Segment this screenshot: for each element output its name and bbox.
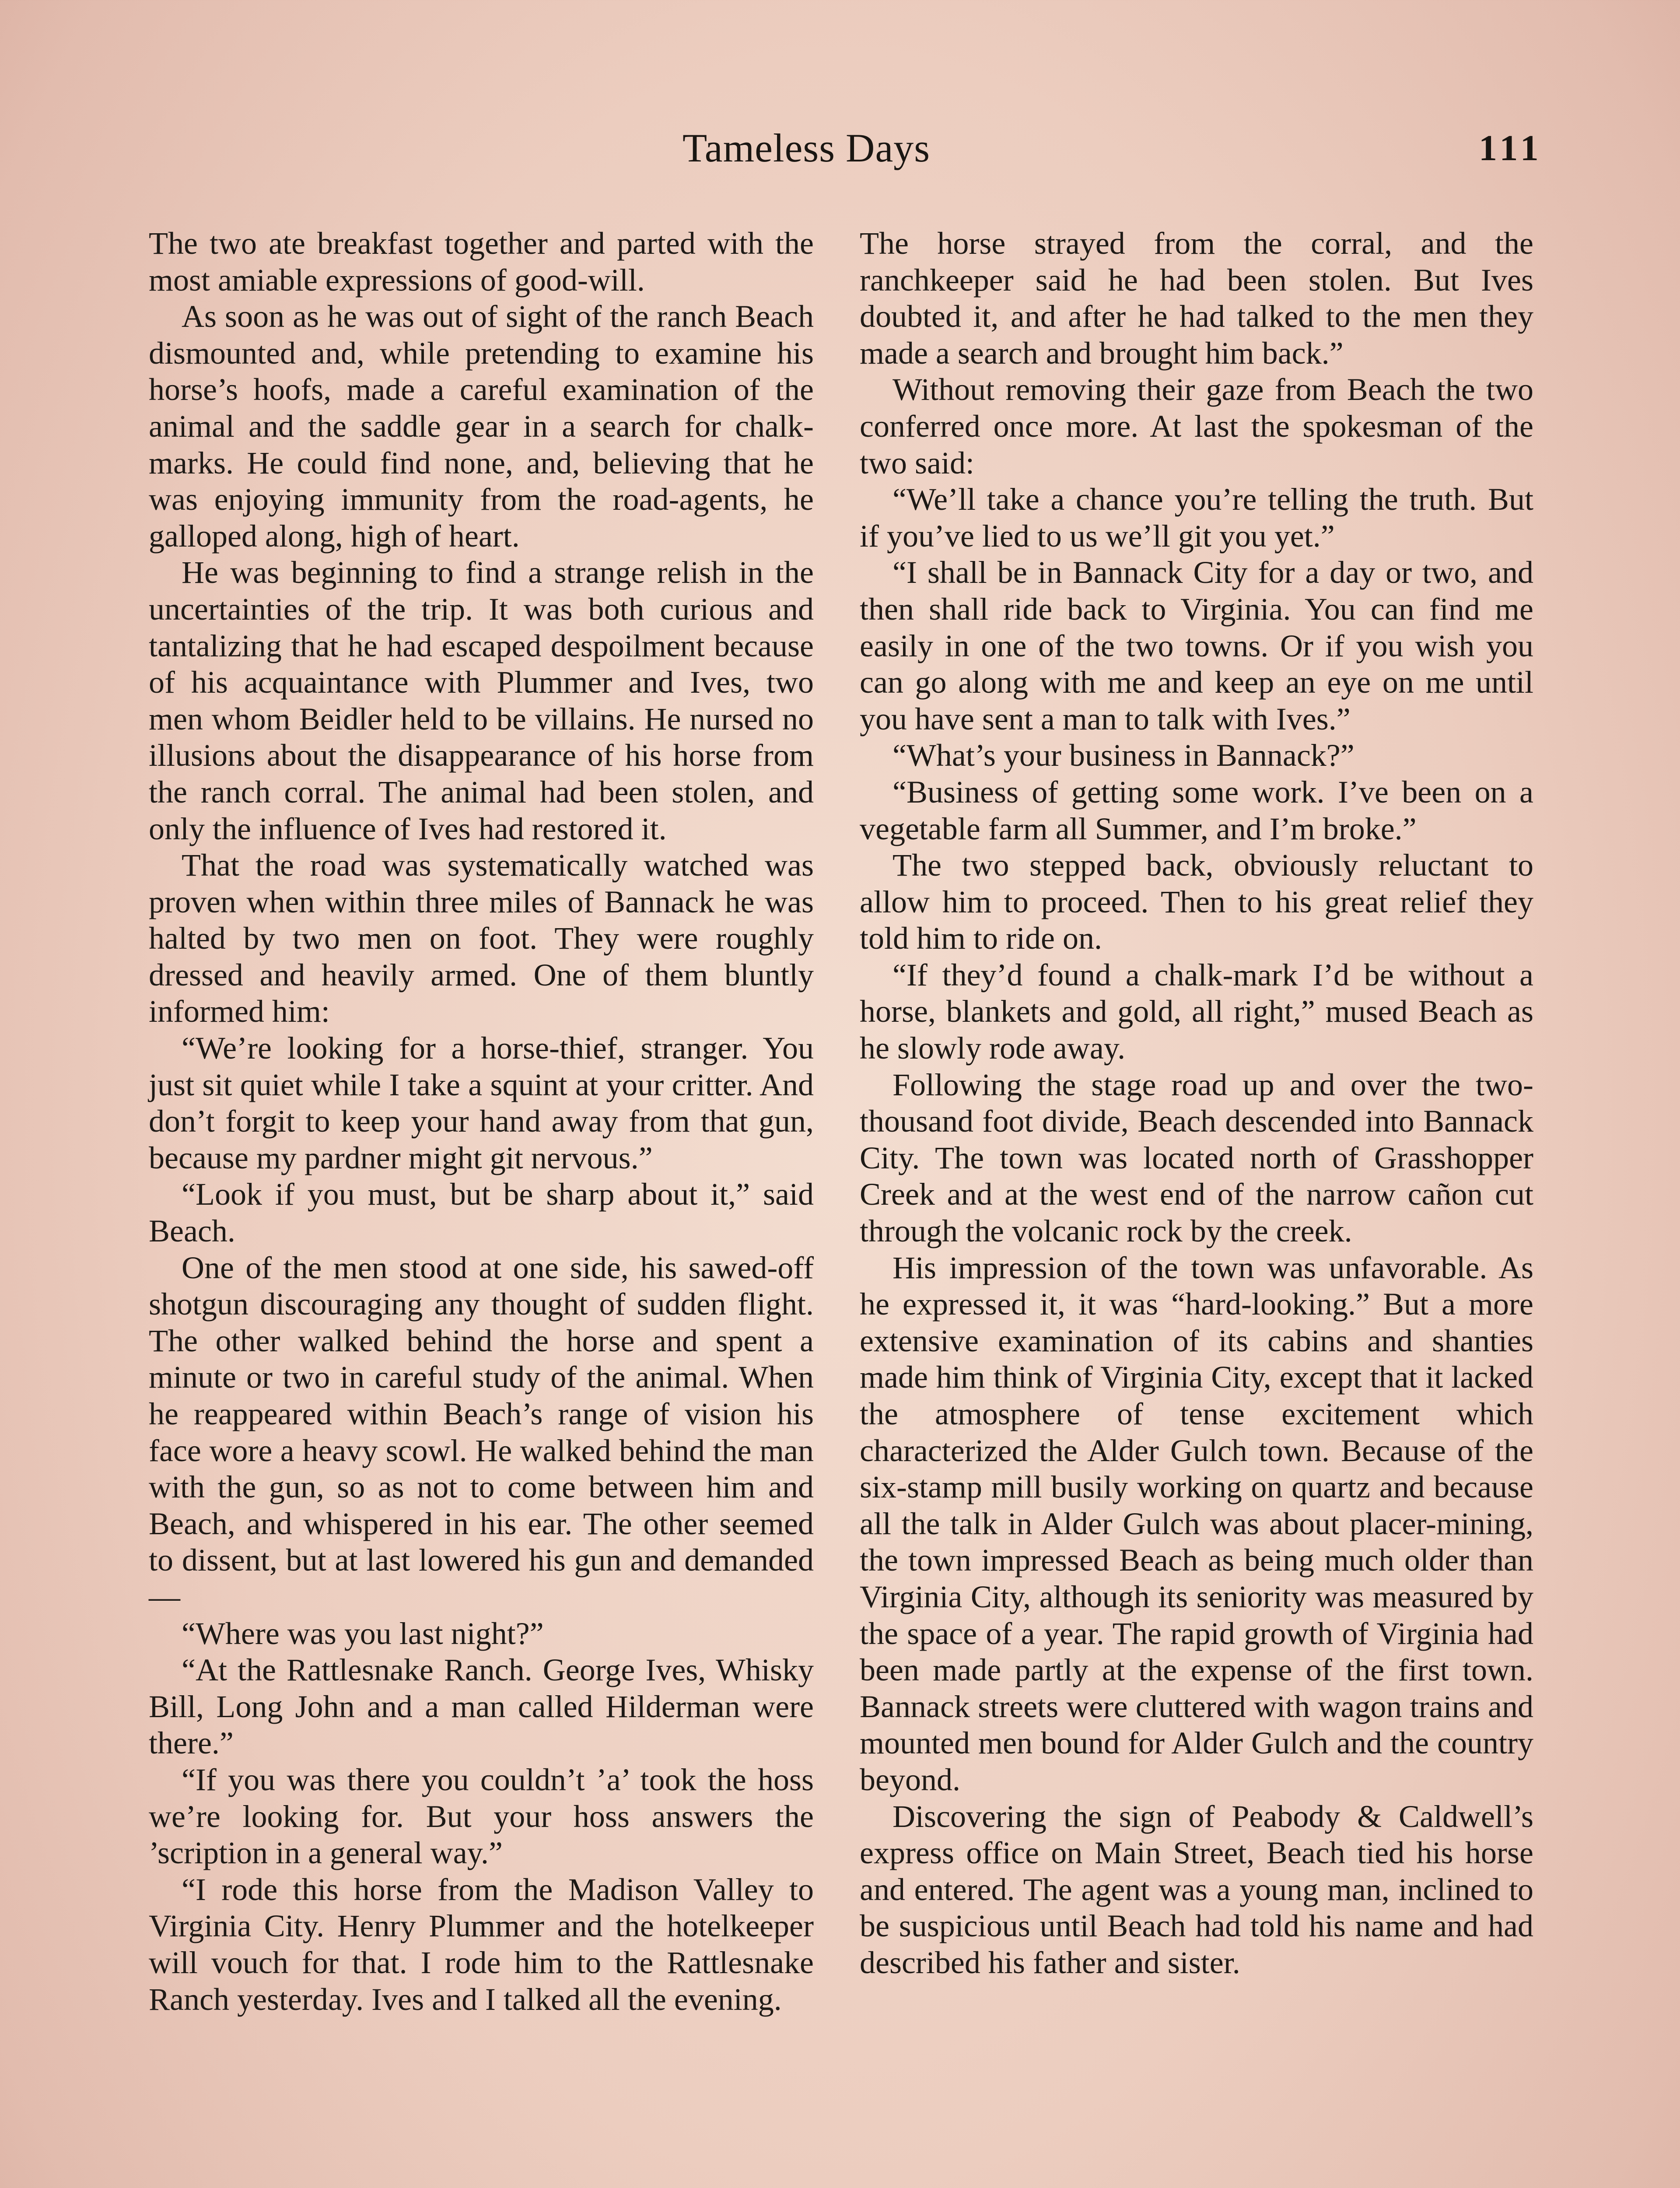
right-column [860,225,1533,1981]
left-column [149,225,814,2018]
paragraph: His impression of the town was unfavorable. As he expressed it, it was “hard-looking.” But a more extensive examination of its cabins and shanties made him think of Virginia City, except that it lacked the atmosphere of tense excitement which characterized the Alder Gulch town. Because of the six-stamp mill busily working on quartz and because all the talk in Alder Gulch was about placer-mining, the town impressed Beach as being much older than Virginia City, although its seniority was measured by the space of a year. The rapid growth of Virginia had been made partly at the expense of the first town. Bannack streets were cluttered with wagon trains and mounted men bound for Alder Gulch and the country beyond. [860,1250,1533,1797]
paragraph: “Where was you last night?” [182,1616,544,1651]
paragraph: “We’ll take a chance you’re telling the truth. But if you’ve lied to us we’ll git you yet.” [860,482,1533,554]
paragraph: “If they’d found a chalk-mark I’d be without a horse, blankets and gold, all right,” mused Beach as he slowly rode away. [860,957,1533,1066]
paragraph: That the road was systematically watched was proven when within three miles of Bannack he was halted by two men on foot. They were roughly dressed and heavily armed. One of them bluntly informed him: [149,848,814,1029]
paragraph: He was beginning to find a strange relish in the uncertainties of the trip. It was both curious and tantalizing that he had escaped despoilment because of his acquaintance with Plummer and Ives, two men whom Beidler held to be villains. He nursed no illusions about the disappearance of his horse from the ranch corral. The animal had been stolen, and only the influence of Ives had restored it. [149,555,814,846]
paragraph: The two stepped back, obviously reluctant to allow him to proceed. Then to his great relief they told him to ride on. [860,848,1533,956]
page-number: 111 [1479,128,1543,168]
paragraph: The horse strayed from the corral, and the ranchkeeper said he had been stolen. But Ives doubted it, and after he had talked to the men they made a search and brought him back.” [860,226,1533,371]
paragraph: “Business of getting some work. I’ve been on a vegetable farm all Summer, and I’m broke.” [860,774,1533,846]
paragraph: Discovering the sign of Peabody & Caldwell’s express office on Main Street, Beach tied his horse and entered. The agent was a young man, inclined to be suspicious until Beach had told his name and had described his father and sister. [860,1799,1533,1980]
paragraph: “We’re looking for a horse-thief, stranger. You just sit quiet while I take a squint at your critter. And don’t forgit to keep your hand away from that gun, because my pardner might git nervous.” [149,1031,814,1175]
paragraph: Following the stage road up and over the two-thousand foot divide, Beach descended into Bannack City. The town was located north of Grasshopper Creek and at the west end of the narrow cañon cut through the volcanic rock by the creek. [860,1067,1533,1249]
paragraph: “At the Rattlesnake Ranch. George Ives, Whisky Bill, Long John and a man called Hilderman were there.” [149,1652,814,1761]
paragraph: Without removing their gaze from Beach the two conferred once more. At last the spokesman of the two said: [860,372,1533,480]
paragraph: The two ate breakfast together and parted with the most amiable expressions of good-will. [149,226,814,298]
paragraph: One of the men stood at one side, his sawed-off shotgun discouraging any thought of sudden flight. The other walked behind the horse and spent a minute or two in careful study of the animal. When he reappeared within Beach’s range of vision his face wore a heavy scowl. He walked behind the man with the gun, so as not to come between him and Beach, and whispered in his ear. The other seemed to dissent, but at last lowered his gun and demanded— [149,1250,814,1614]
paragraph: “I shall be in Bannack City for a day or two, and then shall ride back to Virginia. You can find me easily in one of the two towns. Or if you wish you can go along with me and keep an eye on me until you have sent a man to talk with Ives.” [860,555,1533,736]
paragraph: “Look if you must, but be sharp about it,” said Beach. [149,1177,814,1249]
paragraph: “What’s your business in Bannack?” [892,738,1354,773]
paragraph: As soon as he was out of sight of the ranch Beach dismounted and, while pretending to examine his horse’s hoofs, made a careful examination of the animal and the saddle gear in a search for chalk-marks. He could find none, and, believing that he was enjoying immunity from the road-agents, he galloped along, high of heart. [149,299,814,554]
paragraph: “If you was there you couldn’t ’a’ took the hoss we’re looking for. But your hoss answers the ’scription in a general way.” [149,1762,814,1871]
running-title: Tameless Days [682,126,931,170]
paragraph: “I rode this horse from the Madison Valley to Virginia City. Henry Plummer and the hotelkeeper will vouch for that. I rode him to the Rattlesnake Ranch yesterday. Ives and I talked all the evening. [149,1872,814,2017]
